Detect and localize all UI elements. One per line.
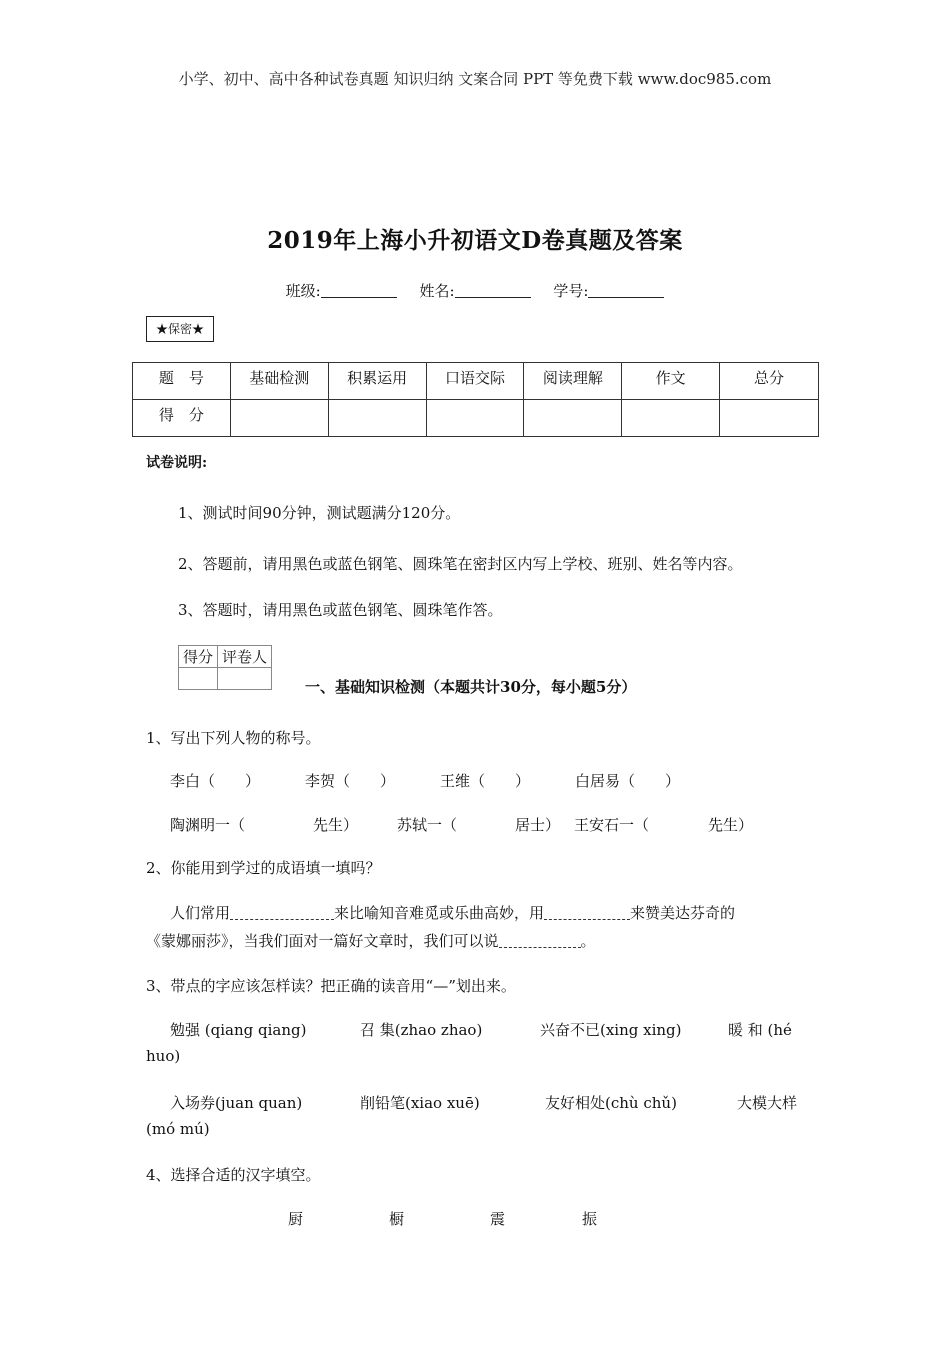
question-4-char: 厨: [288, 1210, 304, 1228]
score-row-label: 得 分: [133, 400, 231, 437]
question-4-char: 橱: [389, 1210, 405, 1228]
question-1-item: 先生）: [708, 816, 754, 834]
question-2-stem: 2、你能用到学过的成语填一填吗？: [146, 859, 381, 877]
confidential-badge: ★保密★: [146, 316, 214, 342]
question-1-item: 白居易（ ）: [575, 772, 681, 790]
question-3-item: 召 集(zhao zhao): [360, 1021, 483, 1039]
question-1-item: 李贺（ ）: [305, 772, 396, 790]
grader-score-label: 得分: [179, 646, 218, 668]
question-1-item: 王安石一（: [574, 816, 650, 834]
question-3-item: (mó mú): [146, 1120, 210, 1138]
score-header-cell: 口语交际: [426, 363, 524, 400]
student-info: [0, 280, 950, 301]
instructions-title: 试卷说明:: [146, 455, 208, 471]
question-1-item: 苏轼一（: [397, 816, 458, 834]
score-cell[interactable]: [720, 400, 819, 437]
grader-name-cell[interactable]: [218, 668, 272, 690]
question-2-line-2: [146, 930, 596, 951]
q2-text: 人们常用: [170, 904, 231, 922]
name-blank[interactable]: [455, 283, 531, 298]
score-table-header-row: [133, 363, 819, 400]
score-cell[interactable]: [524, 400, 622, 437]
q2-text: 来赞美达芬奇的: [630, 904, 736, 922]
question-1-stem: 1、写出下列人物的称号。: [146, 729, 321, 747]
question-4-stem: 4、选择合适的汉字填空。: [146, 1166, 321, 1184]
score-table: [132, 362, 819, 437]
question-3-item: 友好相处(chù chǔ): [545, 1094, 677, 1112]
grader-name-label: 评卷人: [218, 646, 272, 668]
score-header-cell: 作文: [622, 363, 720, 400]
score-cell[interactable]: [230, 400, 328, 437]
question-1-item: 王维（ ）: [440, 772, 531, 790]
q2-blank-1[interactable]: [230, 905, 334, 920]
q2-text: 来比喻知音难觅或乐曲高妙，用: [334, 904, 545, 922]
score-header-cell: 题 号: [133, 363, 231, 400]
question-1-item: 先生）: [313, 816, 359, 834]
score-cell[interactable]: [622, 400, 720, 437]
score-header-cell: 积累运用: [328, 363, 426, 400]
question-3-stem: 3、带点的字应该怎样读？把正确的读音用“—”划出来。: [146, 977, 516, 995]
grader-score-cell[interactable]: [179, 668, 218, 690]
question-1-item: 陶渊明一（: [170, 816, 246, 834]
question-3-item: 兴奋不已(xing xing): [540, 1021, 682, 1039]
question-3-item: huo): [146, 1047, 181, 1065]
instruction-2: 2、答题前，请用黑色或蓝色钢笔、圆珠笔在密封区内写上学校、班别、姓名等内容。: [178, 555, 743, 573]
question-1-item: 李白（ ）: [170, 772, 261, 790]
question-3-item: 暖 和 (hé: [728, 1021, 792, 1039]
page-title: 2019年上海小升初语文D卷真题及答案: [267, 227, 683, 254]
score-table-score-row: [133, 400, 819, 437]
question-3-item: 勉强 (qiang qiang): [170, 1021, 307, 1039]
score-header-cell: 阅读理解: [524, 363, 622, 400]
class-blank[interactable]: [321, 283, 397, 298]
question-4-char: 振: [582, 1210, 598, 1228]
instruction-1: 1、测试时间90分钟，测试题满分120分。: [178, 504, 461, 522]
score-cell[interactable]: [328, 400, 426, 437]
score-header-cell: 总分: [720, 363, 819, 400]
question-2-line-1: [170, 902, 735, 923]
score-cell[interactable]: [426, 400, 524, 437]
question-4-char: 震: [490, 1210, 506, 1228]
grader-table: [178, 645, 272, 690]
score-header-cell: 基础检测: [230, 363, 328, 400]
section-heading: 一、基础知识检测（本题共计30分，每小题5分）: [305, 678, 637, 696]
page-header: 小学、初中、高中各种试卷真题 知识归纳 文案合同 PPT 等免费下载 www.doc985.com: [178, 70, 772, 88]
q2-text: 。: [580, 932, 596, 950]
question-3-item: 大模大样: [737, 1094, 798, 1112]
class-label: 班级:: [285, 282, 321, 300]
q2-blank-3[interactable]: [499, 933, 581, 948]
instruction-3: 3、答题时，请用黑色或蓝色钢笔、圆珠笔作答。: [178, 601, 503, 619]
id-blank[interactable]: [588, 283, 664, 298]
q2-text: 《蒙娜丽莎》，当我们面对一篇好文章时，我们可以说: [146, 932, 499, 950]
name-label: 姓名:: [419, 282, 455, 300]
question-3-item: 入场券(juan quan): [170, 1094, 303, 1112]
question-3-item: 削铅笔(xiao xuē): [360, 1094, 480, 1112]
q2-blank-2[interactable]: [544, 905, 630, 920]
question-1-item: 居士）: [515, 816, 561, 834]
id-label: 学号:: [553, 282, 589, 300]
